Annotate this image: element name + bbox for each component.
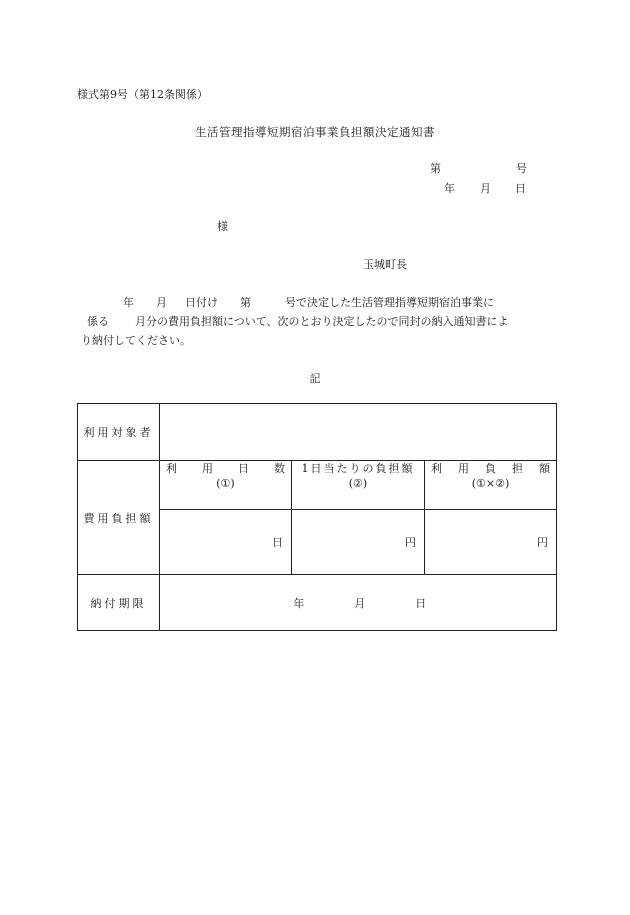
body-line3: り納付してください。 (81, 334, 191, 347)
recipient-value-cell (160, 404, 557, 461)
table-row (78, 575, 557, 631)
days-header: 利 用 日 数 (166, 462, 285, 475)
notice-body (77, 293, 557, 350)
date-month-label: 月 (480, 182, 491, 195)
recipient-label: 利用対象者 (83, 426, 154, 439)
total-header: 利 用 負 担 額 (431, 462, 550, 475)
deadline-year: 年 (293, 596, 305, 610)
addressee-suffix: 様 (217, 220, 228, 233)
deadline-label: 納付期限 (90, 596, 147, 610)
form-id: 様式第9号（第12条関係） (77, 88, 208, 101)
doc-number-label: 第 (430, 162, 441, 175)
body-line-2 (77, 312, 557, 331)
cost-label: 費用負担額 (83, 511, 154, 525)
date-year-label: 年 (444, 182, 455, 195)
daily-header-sub: (②) (348, 477, 368, 490)
total-header-cell (425, 461, 557, 510)
body-line2-rest: 月分の費用負担額について、次のとおり決定したので同封の納入通知書によ (135, 315, 509, 328)
deadline-month: 月 (354, 596, 366, 610)
sender-name: 玉城町長 (363, 258, 407, 271)
days-header-cell (160, 461, 292, 510)
cost-label-cell (78, 461, 160, 575)
total-unit: 円 (537, 536, 549, 549)
table-row (78, 404, 557, 461)
document-title: 生活管理指導短期宿泊事業負担額決定通知書 (195, 125, 435, 139)
body-date-suffix: 日付け (185, 296, 218, 309)
body-year: 年 (123, 296, 134, 309)
body-kakaru: 係る (87, 315, 109, 328)
deadline-value-cell (160, 575, 557, 631)
billing-table (77, 403, 557, 631)
daily-header-cell (292, 461, 425, 510)
body-month: 月 (156, 296, 167, 309)
days-header-sub: (①) (216, 477, 235, 490)
daily-header: 1日当たりの負担額 (301, 462, 415, 475)
days-value-cell (160, 510, 292, 575)
date-day-label: 日 (515, 182, 526, 195)
body-line-1 (77, 293, 557, 312)
recipient-label-cell (78, 404, 160, 461)
total-header-sub: (①×②) (471, 477, 510, 490)
body-line-3 (77, 331, 557, 350)
ki-label: 記 (309, 372, 321, 385)
daily-unit: 円 (405, 536, 416, 549)
deadline-day: 日 (415, 596, 427, 610)
daily-value-cell (292, 510, 425, 575)
days-unit: 日 (272, 536, 283, 549)
table-row (78, 461, 557, 510)
body-line1-rest: 号で決定した生活管理指導短期宿泊事業に (285, 296, 494, 309)
doc-number-suffix: 号 (516, 162, 527, 175)
body-number-prefix: 第 (240, 296, 251, 309)
deadline-label-cell (78, 575, 160, 631)
total-value-cell (425, 510, 557, 575)
